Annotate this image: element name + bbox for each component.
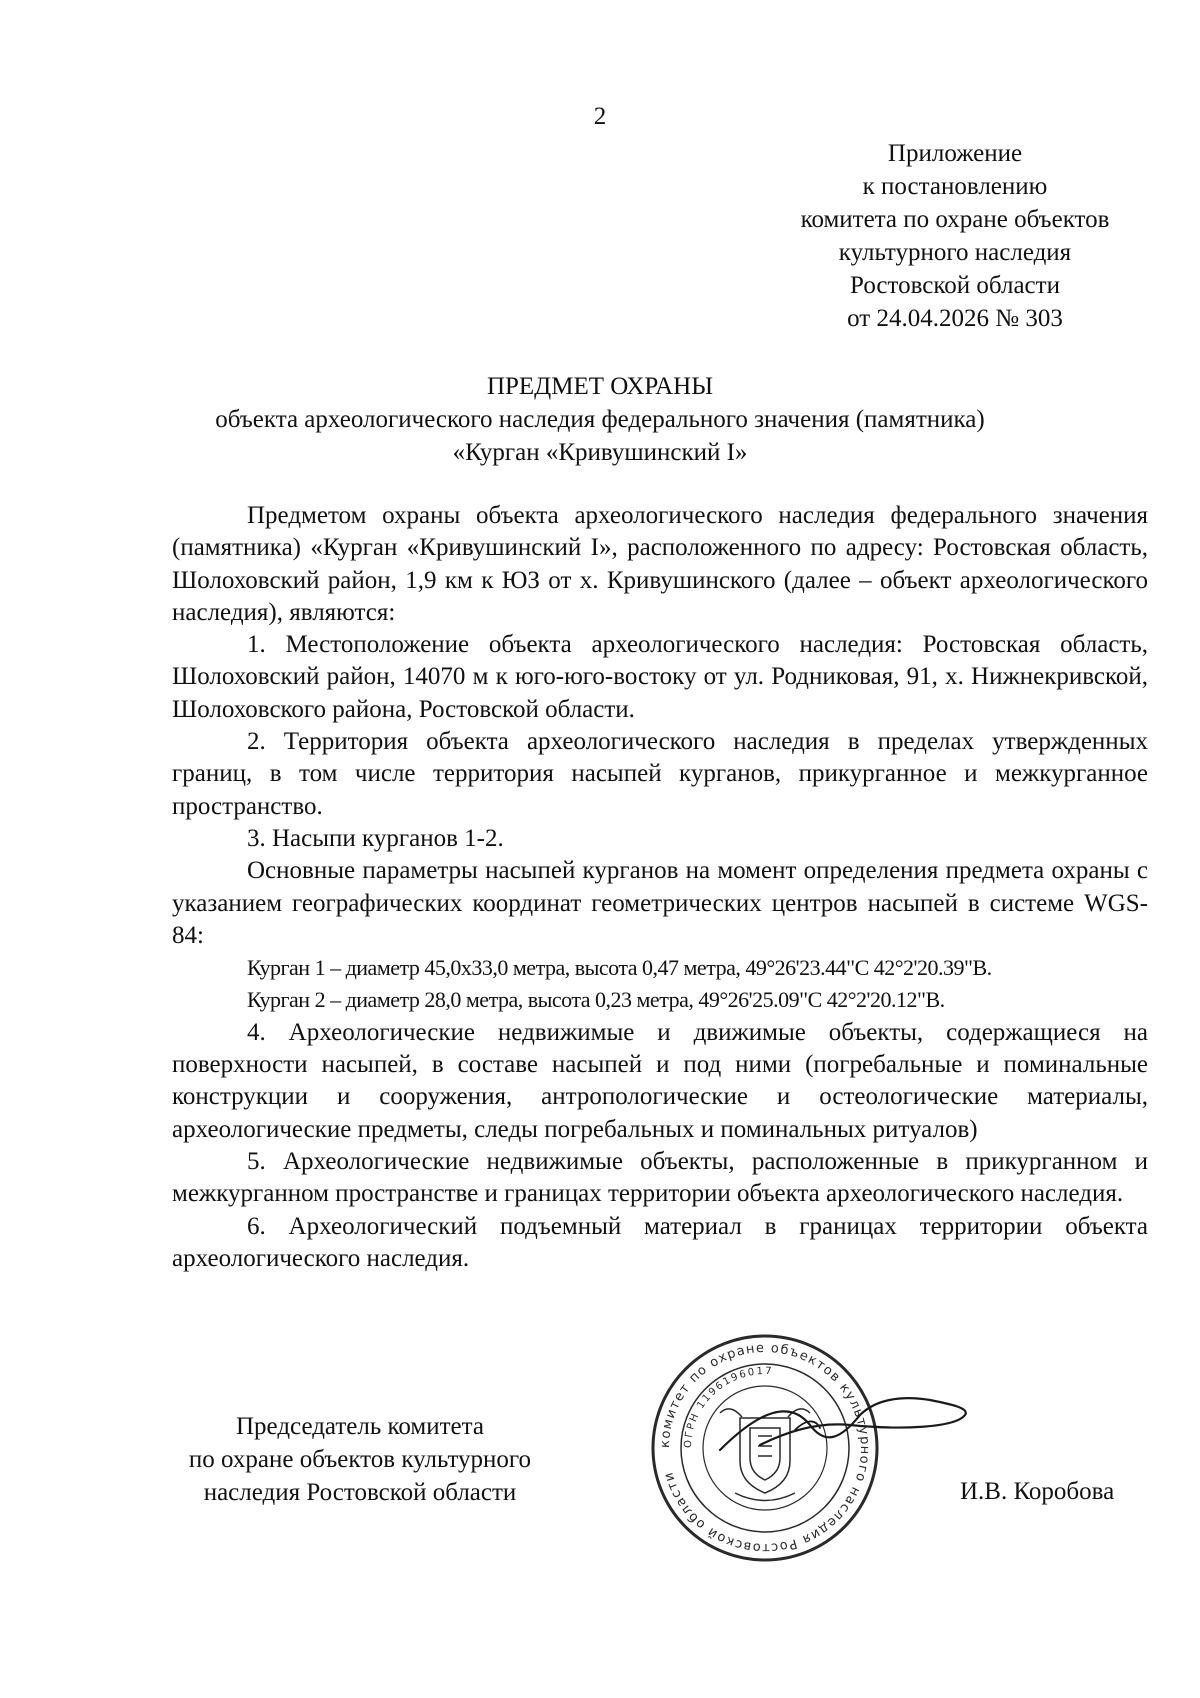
kurgan-1-coordinates: Курган 1 – диаметр 45,0х33,0 метра, высота 0,47 метра, 49°26'23.44"С 42°2'20.39"В. [247,955,992,981]
signer-position-line: по охране объектов культурного [188,1446,532,1473]
item-immovable-objects: 5. Археологические недвижимые объекты, расположенные в прикурганном и межкурганном пространстве и границах территории объекта археологического наследия. [172,1147,1148,1208]
item-location: 1. Местоположение объекта археологического наследия: Ростовская область, Шолоховский район, 14070 м к юго-юго-востоку от ул. Родниковая, 91, х. Нижнекривской, Шолоховского района, Ростовской области. [172,631,1148,723]
kurgan-2-coordinates: Курган 2 – диаметр 28,0 метра, высота 0,23 метра, 49°26'25.09"С 42°2'20.12"В. [247,987,945,1013]
appendix-line: Ростовской области [850,272,1060,299]
appendix-note [740,137,1170,335]
signer-position-line: Председатель комитета [236,1413,484,1440]
appendix-line: культурного наследия [838,239,1072,266]
appendix-line: комитета по охране объектов [800,206,1110,233]
params-paragraph: Основные параметры насыпей курганов на момент определения предмета охраны с указанием географических координат геометрических центров насыпей в системе WGS-84: [172,857,1148,949]
intro-paragraph: Предметом охраны объекта археологического наследия федерального значения (памятника) «Курган «Кривушинский I», расположенного по адресу: Ростовская область, Шолоховский район, 1,9 км к ЮЗ от х. Кривушинского (далее – объект археологического наследия), являются: [172,502,1148,626]
signer-position-line: наследия Ростовской области [203,1479,517,1506]
title-object-name: «Курган «Кривушинский I» [452,439,748,466]
title-heading: ПРЕДМЕТ ОХРАНЫ [486,373,714,400]
document-title [0,370,1200,469]
appendix-line: Приложение [887,140,1023,167]
appendix-date-number: от 24.04.2026 № 303 [847,305,1063,332]
item-objects: 4. Археологические недвижимые и движимые объекты, содержащиеся на поверхности насыпей, в составе насыпей и под ними (погребальные и поминальные конструкции и сооружения, антропологические и остеологические материалы, археологические предметы, следы погребальных и поминальных ритуалов) [172,1018,1148,1143]
signer-position [150,1410,570,1509]
handwritten-signature [700,1370,980,1490]
appendix-line: к постановлению [862,173,1048,200]
item-mounds: 3. Насыпи курганов 1-2. [247,824,504,852]
seal-outer-text: комитет по охране объектов культурного наследия Ростовской области [657,1340,873,1556]
document-body [172,500,1148,1275]
item-surface-material: 6. Археологический подъемный материал в границах территории объекта археологического наследия. [172,1212,1148,1272]
title-subheading: объекта археологического наследия федерального значения (памятника) [215,406,985,433]
signer-name: И.В. Коробова [960,1478,1115,1505]
seal-inner-text: ОГРН 1196196017 [682,1365,774,1449]
page-number: 2 [593,103,607,130]
item-territory: 2. Территория объекта археологического наследия в пределах утвержденных границ, в том числе территория насыпей курганов, прикурганное и межкурганное пространство. [172,728,1148,820]
